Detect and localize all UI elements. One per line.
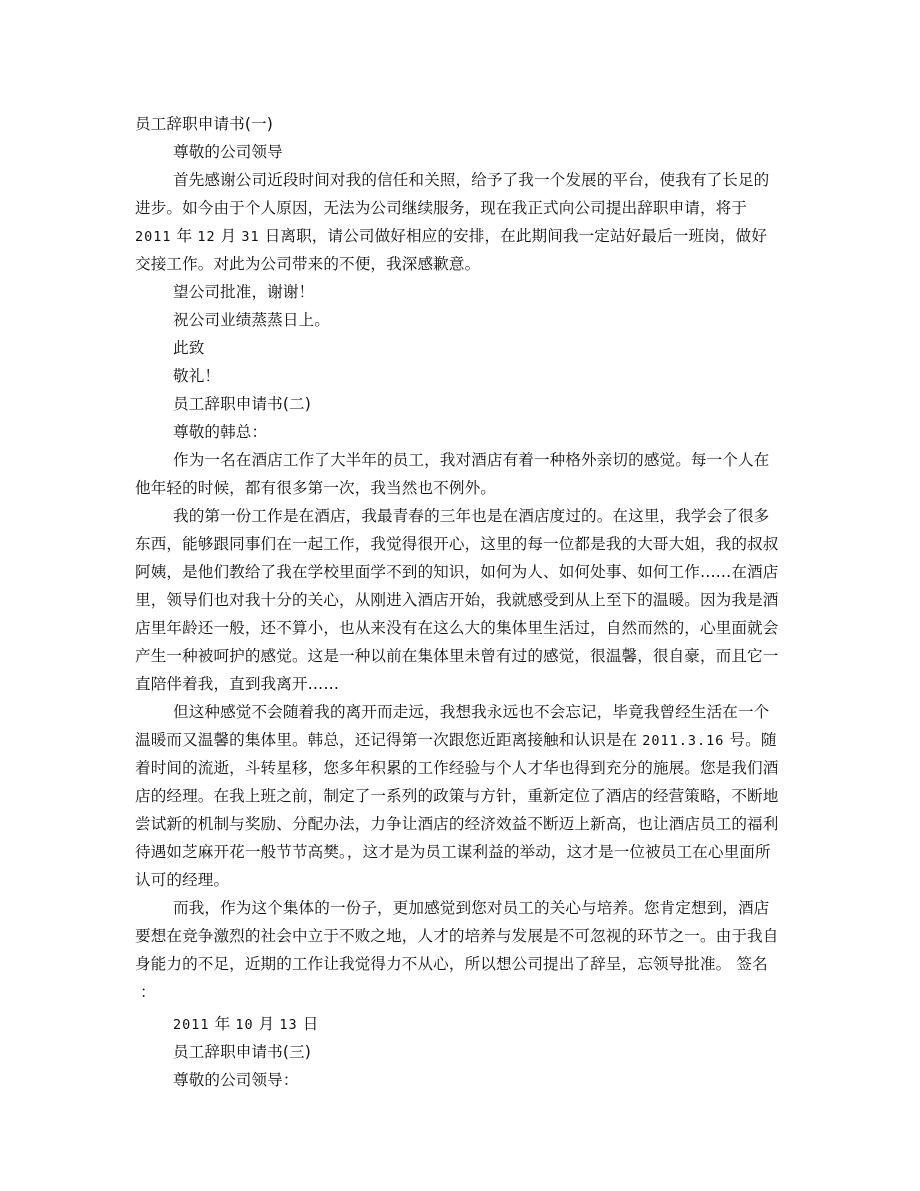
- paragraph-line: 着时间的流逝，斗转星移，您多年积累的工作经验与个人才华也得到充分的施展。您是我们酒: [135, 759, 779, 777]
- paragraph-2: [135, 446, 787, 502]
- paragraph-line: 我的第一份工作是在酒店，我最青春的三年也是在酒店度过的。在这里，我学会了很多: [173, 507, 770, 525]
- date-day: 13: [279, 1017, 298, 1033]
- line-text: 日离职，请公司做好相应的安排，在此期间我一定站好最后一班岗，做好: [259, 227, 767, 245]
- paragraph-line: 阿姨，是他们教给了我在学校里面学不到的知识，如何为人、如何处事、如何工作……在酒店: [135, 563, 779, 581]
- paragraph-line: 要想在竞争激烈的社会中立于不败之地，人才的培养与发展是不可忽视的环节之一。由于我自: [135, 927, 779, 945]
- paragraph-line: 首先感谢公司近段时间对我的信任和关照，给予了我一个发展的平台，使我有了长足的: [173, 171, 770, 189]
- salutation-2: 尊敬的韩总：: [173, 423, 268, 441]
- letter-title-1: 员工辞职申请书(一): [135, 115, 273, 133]
- paragraph-line: 但这种感觉不会随着我的离开而走远，我想我永远也不会忘记，毕竟我曾经生活在一个: [173, 703, 770, 721]
- line-text: 号。随: [724, 731, 777, 749]
- paragraph-line: 店里年龄还一般，还不算小，也从来没有在这么大的集体里生活过，自然而然的，心里面就会: [135, 619, 779, 637]
- paragraph-1: [135, 166, 787, 278]
- date-year: 2011: [173, 1017, 210, 1033]
- day-number: 31: [241, 229, 260, 245]
- paragraph-line: 认可的经理。: [135, 871, 230, 889]
- line-text: 温暖而又温馨的集体里。韩总，还记得第一次跟您近距离接触和认识是在: [135, 731, 643, 749]
- salutation-3: 尊敬的公司领导：: [173, 1071, 299, 1089]
- paragraph-line: 他年轻的时候，都有很多第一次，我当然也不例外。: [135, 479, 496, 497]
- closing-jingli: 敬礼！: [173, 367, 221, 385]
- paragraph-line: 里，领导们也对我十分的关心，从刚进入酒店开始，我就感受到从上至下的温暖。因为我是酒: [135, 591, 779, 609]
- paragraph-5: [135, 894, 787, 1006]
- document-page: [135, 110, 787, 1094]
- signature-date: [135, 1010, 787, 1038]
- paragraph-line: 而我，作为这个集体的一份子，更加感觉到您对员工的关心与培养。您肯定想到，酒店: [173, 899, 770, 917]
- paragraph-line: 尝试新的机制与奖励、分配办法，力争让酒店的经济效益不断迈上新高，也让酒店员工的福利: [135, 815, 779, 833]
- paragraph-4: [135, 698, 787, 894]
- paragraph-line: 东西，能够跟同事们在一起工作，我觉得很开心，这里的每一位都是我的大哥大姐，我的叔叔: [135, 535, 779, 553]
- paragraph-3: [135, 502, 787, 698]
- salutation-1: 尊敬的公司领导: [173, 143, 283, 161]
- paragraph-line: [135, 222, 787, 250]
- letter-title-3: 员工辞职申请书(三): [173, 1043, 311, 1061]
- paragraph-line: 进步。如今由于个人原因，无法为公司继续服务，现在我正式向公司提出辞职申请，将于: [135, 199, 748, 217]
- meeting-date: 2011.3.16: [642, 733, 725, 749]
- date-month-unit: 月: [253, 1015, 280, 1033]
- signature-colon: ：: [140, 983, 156, 1001]
- paragraph-line: 作为一名在酒店工作了大半年的员工，我对酒店有着一种格外亲切的感觉。每一个人在: [173, 451, 770, 469]
- letter-title-2: 员工辞职申请书(二): [173, 395, 311, 413]
- paragraph-line: 身能力的不足，近期的工作让我觉得力不从心，所以想公司提出了辞呈，忘领导批准。 签名: [135, 955, 768, 973]
- closing-cizhi: 此致: [173, 339, 205, 357]
- paragraph-line: [135, 726, 787, 754]
- wish-line: 祝公司业绩蒸蒸日上。: [173, 311, 330, 329]
- month-unit: 月: [215, 227, 242, 245]
- paragraph-line: 店的经理。在我上班之前，制定了一系列的政策与方针，重新定位了酒店的经营策略，不断地: [135, 787, 779, 805]
- date-year-unit: 年: [209, 1015, 236, 1033]
- date-month: 10: [235, 1017, 254, 1033]
- month-number: 12: [197, 229, 216, 245]
- paragraph-line: 直陪伴着我，直到我离开……: [135, 675, 340, 693]
- approval-line: 望公司批准，谢谢！: [173, 283, 315, 301]
- paragraph-line: 待遇如芝麻开花一般节节高樊。，这才是为员工谋利益的举动，这才是一位被员工在心里面所: [135, 843, 771, 861]
- paragraph-line: 交接工作。对此为公司带来的不便，我深感歉意。: [135, 255, 481, 273]
- paragraph-line: 产生一种被呵护的感觉。这是一种以前在集体里未曾有过的感觉，很温馨，很自豪，而且它一: [135, 647, 779, 665]
- date-day-unit: 日: [297, 1015, 319, 1033]
- year-unit: 年: [171, 227, 198, 245]
- year-number: 2011: [135, 229, 172, 245]
